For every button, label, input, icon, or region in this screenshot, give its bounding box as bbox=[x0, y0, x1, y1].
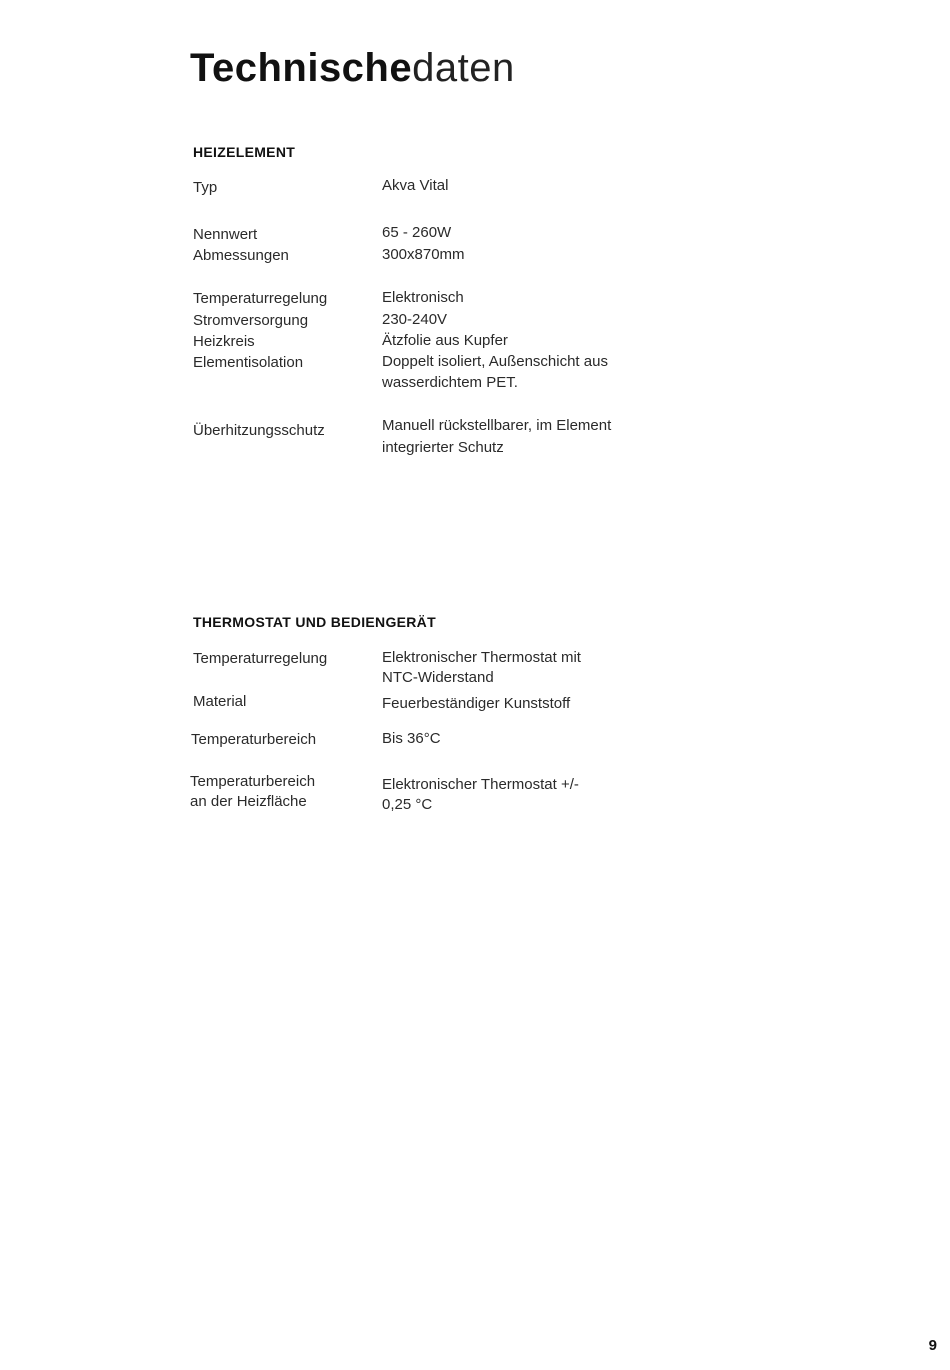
spec-value-nennwert: 65 - 260W bbox=[382, 224, 452, 241]
thermostat-value-heizflaeche-line1: Elektronischer Thermostat +/- bbox=[382, 776, 579, 793]
spec-value-ueberhitzungsschutz-line2: integrierter Schutz bbox=[382, 439, 504, 456]
page-number: 9 bbox=[928, 1337, 937, 1354]
thermostat-heading: THERMOSTAT UND BEDIENGERÄT bbox=[193, 614, 436, 630]
spec-label-nennwert: Nennwert bbox=[193, 226, 258, 243]
spec-value-ueberhitzungsschutz-line1: Manuell rückstellbarer, im Element bbox=[382, 417, 612, 434]
thermostat-label-heizflaeche-line1: Temperaturbereich bbox=[190, 773, 316, 790]
heizelement-heading: HEIZELEMENT bbox=[193, 144, 296, 160]
thermostat-value-material: Feuerbeständiger Kunststoff bbox=[382, 695, 571, 712]
thermostat-label-material: Material bbox=[193, 693, 247, 710]
spec-label-temperaturregelung: Temperaturregelung bbox=[193, 290, 328, 307]
spec-label-stromversorgung: Stromversorgung bbox=[193, 312, 309, 329]
thermostat-value-heizflaeche-line2: 0,25 °C bbox=[382, 796, 433, 813]
thermostat-value-temperaturregelung-line2: NTC-Widerstand bbox=[382, 669, 494, 686]
spec-label-elementisolation: Elementisolation bbox=[193, 354, 304, 371]
spec-value-typ: Akva Vital bbox=[382, 177, 449, 194]
spec-label-typ: Typ bbox=[193, 179, 218, 196]
thermostat-label-temperaturbereich: Temperaturbereich bbox=[191, 731, 317, 748]
spec-value-temperaturregelung: Elektronisch bbox=[382, 289, 464, 306]
thermostat-label-temperaturregelung: Temperaturregelung bbox=[193, 650, 328, 667]
spec-value-abmessungen: 300x870mm bbox=[382, 246, 465, 263]
spec-value-heizkreis: Ätzfolie aus Kupfer bbox=[382, 332, 508, 349]
spec-label-heizkreis: Heizkreis bbox=[193, 333, 255, 350]
spec-value-stromversorgung: 230-240V bbox=[382, 311, 448, 328]
thermostat-value-temperaturbereich: Bis 36°C bbox=[382, 730, 441, 747]
page-title bbox=[190, 44, 515, 92]
spec-label-ueberhitzungsschutz: Überhitzungsschutz bbox=[193, 422, 325, 439]
thermostat-value-temperaturregelung-line1: Elektronischer Thermostat mit bbox=[382, 649, 581, 666]
spec-value-elementisolation-line1: Doppelt isoliert, Außenschicht aus bbox=[382, 353, 608, 370]
thermostat-label-heizflaeche-line2: an der Heizfläche bbox=[190, 793, 307, 810]
page-title-light: daten bbox=[412, 46, 515, 90]
spec-value-elementisolation-line2: wasserdichtem PET. bbox=[382, 374, 518, 391]
page-title-bold: Technische bbox=[190, 46, 413, 90]
spec-label-abmessungen: Abmessungen bbox=[193, 247, 289, 264]
